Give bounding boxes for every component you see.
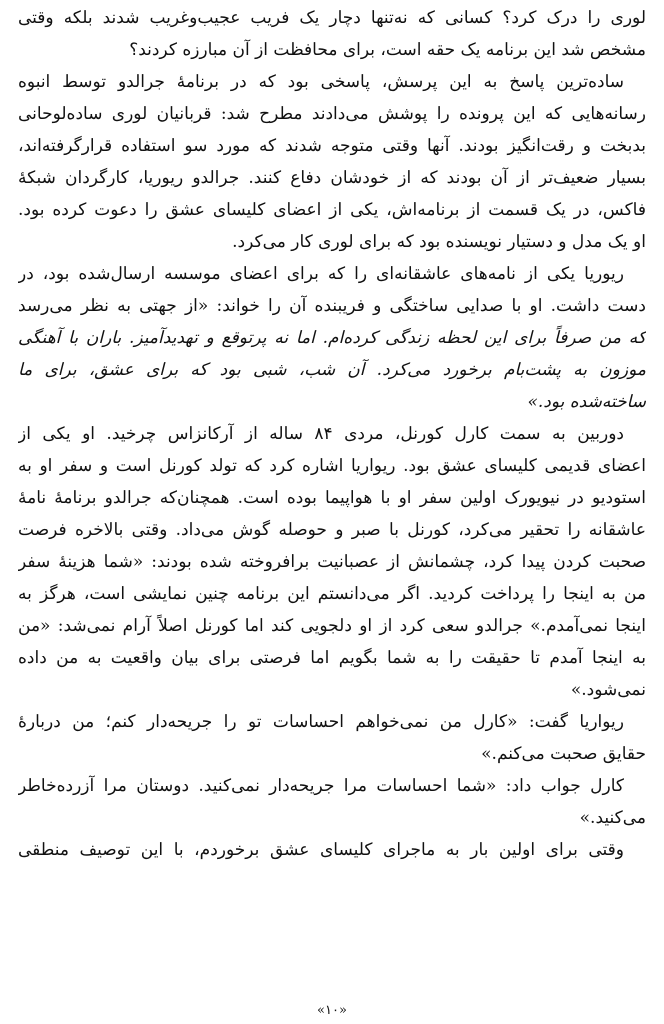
- text-line: دست داشت. او با صدایی ساختگی و فریبنده آن را خواند: «از جهتی به نظر می‌رسد: [18, 296, 646, 316]
- text-line: ریواریا گفت: «کارل من نمی‌خواهم احساسات تو را جریحه‌دار کنم؛ من دربارهٔ: [18, 712, 624, 732]
- text-line: نمی‌شود.»: [570, 680, 646, 700]
- text-line: استودیو در نیویورک اولین سفر او با هواپیما بوده است. همچنان‌که جرالدو برنامهٔ نامهٔ: [18, 488, 646, 508]
- text-line: اعضای قدیمی کلیسای عشق بود. ریواریا اشاره کرد که تولد کورنل است و سفر او به: [18, 456, 646, 476]
- text-line: مشخص شد این برنامه یک حقه است، برای محافظت از آن مبارزه کردند؟: [129, 40, 646, 60]
- text-line: می‌کنید.»: [579, 808, 646, 828]
- text-line: موزون به پشت‌بام برخورد می‌کرد. آن شب، شبی بود که برای عشق، برای ما: [18, 360, 646, 380]
- text-line: ریوریا یکی از نامه‌های عاشقانه‌ای را که برای اعضای موسسه ارسال‌شده بود، در: [18, 264, 624, 284]
- text-line: حقایق صحبت می‌کنم.»: [481, 744, 646, 764]
- text-line: او یک مدل و دستیار نویسنده بود که برای لوری کار می‌کرد.: [232, 232, 646, 252]
- text-line: ساده‌ترین پاسخ به این پرسش، پاسخی بود که در برنامهٔ جرالدو توسط انبوه: [18, 72, 624, 92]
- text-line: فاکس، در یک قسمت از برنامه‌اش، یکی از اعضای کلیسای عشق را دعوت کرده بود.: [18, 200, 646, 220]
- text-line: من به اینجا را پرداخت کردید. اگر می‌دانستم این برنامه چنین نمایشی است، هرگز به: [18, 584, 646, 604]
- text-line: دوربین به سمت کارل کورنل، مردی ۸۴ ساله از آرکانزاس چرخید. او یکی از: [18, 424, 625, 444]
- text-line: عاشقانه را تحقیر می‌کرد، کورنل با صبر و حوصله گوش می‌داد. وقتی بالاخره فرصت: [18, 520, 646, 540]
- text-line: بدبخت و رقت‌انگیز بودند. آنها وقتی متوجه شدند که مورد سو استفاده قرارگرفته‌اند،: [18, 136, 646, 156]
- text-line: ساخته‌شده بود.»: [527, 392, 646, 412]
- text-line: اینجا نمی‌آمدم.» جرالدو سعی کرد از او دلجویی کند اما کورنل اصلاً آرام نمی‌شد: «من: [18, 616, 646, 636]
- text-line: وقتی برای اولین بار به ماجرای کلیسای عشق برخوردم، با این توصیف منطقی: [18, 840, 624, 860]
- page-body: [18, 2, 646, 866]
- page-number: «۱۰»: [317, 1003, 347, 1018]
- text-line: کارل جواب داد: «شما احساسات مرا جریحه‌دار نمی‌کنید. دوستان مرا آزرده‌خاطر: [18, 776, 624, 796]
- text-line: که من صرفاً برای این لحظه زندگی کرده‌ام. اما نه پرتوقع و تهدیدآمیز. باران با آهنگی: [18, 328, 646, 348]
- text-line: لوری را درک کرد؟ کسانی که نه‌تنها دچار یک فریب عجیب‌وغریب شدند بلکه وقتی: [18, 8, 646, 28]
- text-line: رسانه‌هایی که این پرونده را پوشش می‌دادند مطرح شد: قربانیان لوری ساده‌لوحانی: [18, 104, 646, 124]
- text-line: صحبت کردن پیدا کرد، چشمانش از عصبانیت برافروخته شده بودند: «شما هزینهٔ سفر: [18, 552, 646, 572]
- text-line: بسیار ضعیف‌تر از آن بودند که از خودشان دفاع کنند. جرالدو ریوریا، کارگردان شبکهٔ: [18, 168, 646, 188]
- text-line: به اینجا آمدم تا حقیقت را به شما بگویم اما فرصتی برای بیان واقعیت به من داده: [18, 648, 646, 668]
